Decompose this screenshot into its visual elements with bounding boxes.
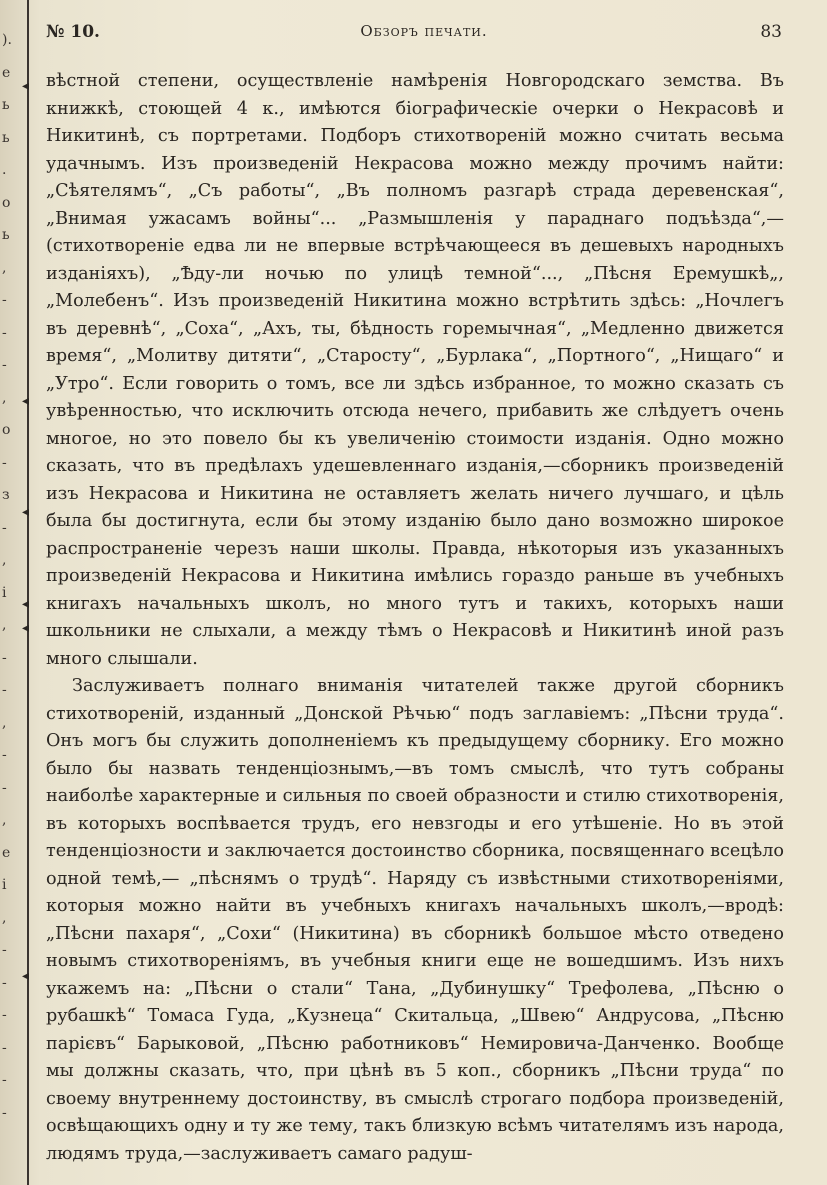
edge-mark: - xyxy=(2,682,7,698)
edge-mark: з xyxy=(2,487,10,503)
body-text xyxy=(46,68,784,1168)
edge-mark: і xyxy=(2,584,7,601)
edge-mark: ь xyxy=(2,227,10,243)
edge-mark: ь xyxy=(2,97,10,113)
page-number: 83 xyxy=(760,22,782,42)
edge-mark: е xyxy=(2,844,11,861)
edge-mark: - xyxy=(2,1039,7,1056)
edge-mark: , xyxy=(2,552,7,568)
running-header xyxy=(40,22,788,46)
edge-mark: - xyxy=(2,1072,7,1088)
margin-pointer-icon: ◂ xyxy=(22,596,30,612)
margin-pointer-icon: ◂ xyxy=(22,393,30,409)
edge-mark: о xyxy=(2,422,11,438)
edge-mark: - xyxy=(2,357,7,373)
edge-mark: - xyxy=(2,1007,7,1023)
edge-mark: ь xyxy=(2,129,10,146)
margin-pointer-icon: ◂ xyxy=(22,968,30,984)
edge-mark: - xyxy=(2,747,7,763)
edge-mark: - xyxy=(2,324,7,341)
edge-mark: , xyxy=(2,259,7,276)
edge-mark: е xyxy=(2,64,11,81)
edge-mark: ). xyxy=(2,32,12,48)
edge-mark: , xyxy=(2,812,7,828)
edge-mark: , xyxy=(2,389,7,406)
edge-mark: , xyxy=(2,617,7,633)
edge-mark: . xyxy=(2,162,7,178)
edge-mark: - xyxy=(2,779,7,796)
edge-mark: і xyxy=(2,877,7,893)
edge-mark: - xyxy=(2,974,7,991)
edge-mark: - xyxy=(2,519,7,536)
margin-pointer-icon: ◂ xyxy=(22,78,30,94)
running-title: Обзоръ печати. xyxy=(360,22,488,40)
edge-mark: , xyxy=(2,714,7,731)
edge-mark: о xyxy=(2,194,11,211)
issue-number: № 10. xyxy=(46,22,100,42)
paragraph: Заслуживаетъ полнаго вниманія читателей также другой сборникъ стихотвореній, изданный „Донской Рѣчью“ подъ заглавіемъ: „Пѣсни труда“. Онъ могъ бы служить дополненіемъ къ предыдущему сборнику. Его можно было бы назвать тенденціознымъ,—въ томъ смыслѣ, что тутъ собраны наиболѣе характерные и сильныя по своей образности и стилю стихотворенія, въ которыхъ воспѣвается трудъ, его невзгоды и его утѣшеніе. Но въ этой тенденціозности и заключается достоинство сборника, посвященнаго всецѣло одной темѣ,— „пѣснямъ о трудѣ“. Наряду съ извѣстными стихотвореніями, которыя можно найти въ учебныхъ книгахъ начальныхъ школъ,—вродѣ: „Пѣсни пахаря“, „Сохи“ (Никитина) въ сборникѣ большое мѣсто отведено новымъ стихотвореніямъ, въ учебныя книги еще не вошедшимъ. Изъ нихъ укажемъ на: „Пѣсни о стали“ Тана, „Дубинушку“ Трефолева, „Пѣсню о рубашкѣ“ Томаса Гуда, „Кузнеца“ Скитальца, „Швею“ Андрусова, „Пѣсню парієвъ“ Барыковой, „Пѣсню работниковъ“ Немировича-Данченко. Вообще мы должны сказать, что, при цѣнѣ въ 5 коп., сборникъ „Пѣсни труда“ по своему внутреннему достоинству, въ смыслѣ строгаго подбора произведеній, освѣщающихъ одну и ту же тему, такъ близкую всѣмъ читателямъ изъ народа, людямъ труда,—заслуживаетъ самаго радуш- xyxy=(46,676,784,1164)
paragraph-continued: вѣстной степени, осуществленіе намѣренія Новгородскаго земства. Въ книжкѣ, стоющей 4 к., имѣются біографическіе очерки о Некрасовѣ и Никитинѣ, съ портретами. Подборъ стихотвореній можно считать весьма удачнымъ. Изъ произведеній Некрасова можно между прочимъ найти: „Сѣятелямъ“, „Съ работы“, „Въ полномъ разгарѣ страда деревенская“, „Внимая ужасамъ войны“... „Размышленія у параднаго подъѣзда“,—(стихотвореніе едва ли не впервые встрѣчающееся въ дешевыхъ народныхъ изданіяхъ), „Ѣду-ли ночью по улицѣ темной“..., „Пѣсня Еремушкѣ„, „Молебенъ“. Изъ произведеній Никитина можно встрѣтить здѣсь: „Ночлегъ въ деревнѣ“, „Соха“, „Ахъ, ты, бѣдность горемычная“, „Медленно движется время“, „Молитву дитяти“, „Старосту“, „Бурлака“, „Портного“, „Нищаго“ и „Утро“. Если говорить о томъ, все ли здѣсь избранное, то можно сказать съ увѣренностью, что исключить отсюда нечего, прибавить же слѣдуетъ очень многое, но это повело бы къ увеличенію стоимости изданія. Одно можно сказать, что въ предѣлахъ удешевленнаго изданія,—сборникъ произведеній изъ Некрасова и Никитина не оставляетъ желать ничего лучшаго, и цѣль была бы достигнута, если бы этому изданію было дано возможно широкое распространеніе черезъ наши школы. Правда, нѣкоторыя изъ указанныхъ произведеній Некрасова и Никитина имѣлись гораздо раньше въ учебныхъ книгахъ начальныхъ школъ, но много тутъ и такихъ, которыхъ наши школьники не слыхали, а между тѣмъ о Некрасовѣ и Никитинѣ иной разъ много слышали. xyxy=(46,71,784,669)
edge-mark: - xyxy=(2,649,7,666)
margin-pointer-icon: ◂ xyxy=(22,504,30,520)
binding-rule xyxy=(27,0,29,1185)
edge-mark: - xyxy=(2,454,7,471)
edge-mark: - xyxy=(2,1104,7,1121)
edge-mark: , xyxy=(2,909,7,926)
edge-mark: - xyxy=(2,292,7,308)
edge-mark: - xyxy=(2,942,7,958)
margin-pointer-icon: ◂ xyxy=(22,620,30,636)
adjacent-page-edge xyxy=(0,0,14,1185)
